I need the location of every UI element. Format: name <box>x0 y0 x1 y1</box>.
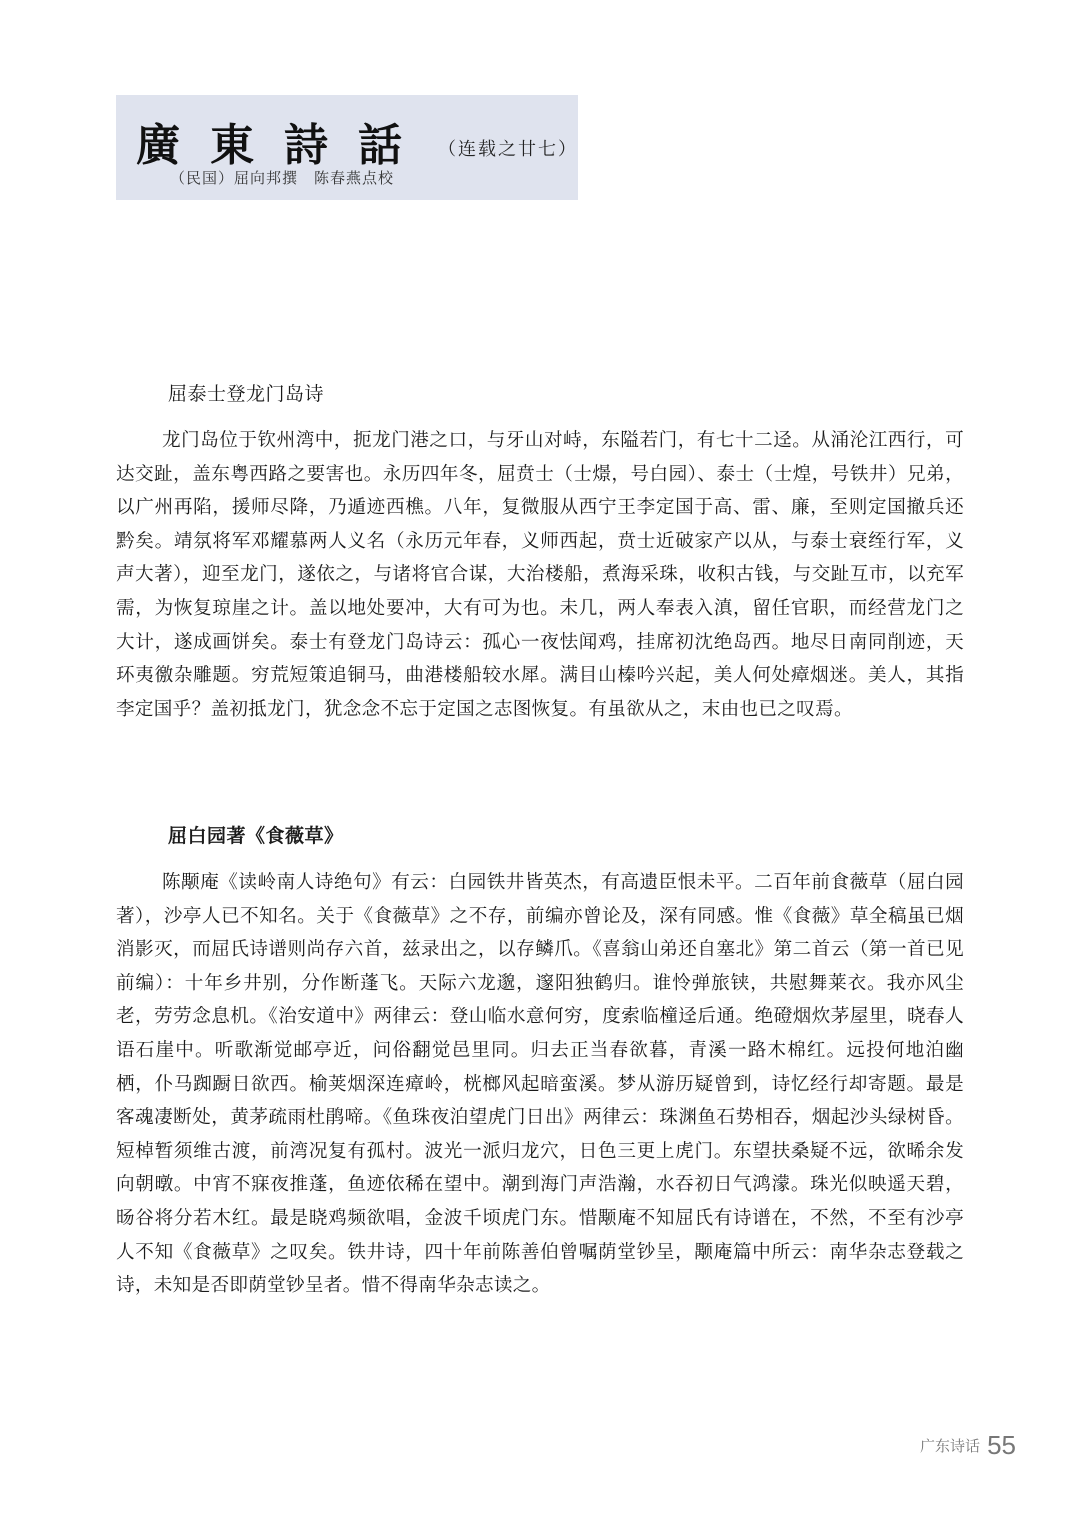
section-body: 陈颙庵《读岭南人诗绝句》有云：白园铁井皆英杰，有高遗臣恨未平。二百年前食薇草（屈白园著），沙亭人已不知名。关于《食薇草》之不存，前编亦曾论及，深有同感。惟《食薇》草全稿虽已烟消影灭，而屈氏诗谱则尚存六首，兹录出之，以存鳞爪。《喜翁山弟还自塞北》第二首云（第一首已见前编）：十年乡井别，分作断蓬飞。天际六龙邈，邃阳独鹤归。谁怜弹旅铗，共慰舞莱衣。我亦风尘老，劳劳念息机。《治安道中》两律云：登山临水意何穷，度索临橦迳后通。绝磴烟炊茅屋里，晓春人语石崖中。听歌渐觉邮亭近，问俗翻觉邑里同。归去正当春欲暮，青溪一路木棉红。远投何地泊幽栖，仆马踟蹰日欲西。榆荚烟深连瘴岭，桄榔风起暗蛮溪。梦从游历疑曾到，诗忆经行却寄题。最是客魂凄断处，黄茅疏雨杜鹃啼。《鱼珠夜泊望虎门日出》两律云：珠渊鱼石势相吞，烟起沙头绿树昏。短棹暂须维古渡，前湾况复有孤村。波光一派归龙穴，日色三更上虎门。东望扶桑疑不远，欲晞余发向朝暾。中宵不寐夜推蓬，鱼迹依稀在望中。潮到海门声浩瀚，水吞初日气鸿濛。珠光似映遥天碧，旸谷将分若木红。最是晓鸡频欲唱，金波千顷虎门东。惜颙庵不知屈氏有诗谱在，不然，不至有沙亭人不知《食薇草》之叹矣。铁井诗，四十年前陈善伯曾嘱荫堂钞呈，颙庵篇中所云：南华杂志登载之诗，未知是否即荫堂钞呈者。惜不得南华杂志读之。 <box>116 872 964 1297</box>
section-longmen-island-poem <box>116 381 964 726</box>
column-title: 廣東詩話 <box>136 120 432 171</box>
section-shiwei-cao <box>116 823 964 1303</box>
page-footer <box>920 1430 1016 1461</box>
page-number: 55 <box>987 1430 1016 1460</box>
serial-number: （连载之廿七） <box>438 139 578 160</box>
footer-label: 广东诗话 <box>919 1437 980 1455</box>
section-body: 龙门岛位于钦州湾中，扼龙门港之口，与牙山对峙，东隘若门，有七十二迳。从涌沦江西行，可达交趾，盖东粤西路之要害也。永历四年冬，屈贲士（士燝，号白园）、泰士（士煌，号铁井）兄弟，以广州再陷，援师尽降，乃遁迹西樵。八年，复微服从西宁王李定国于高、雷、廉，至则定国撤兵还黔矣。靖氛将军邓耀慕两人义名（永历元年春，义师西起，贲士近破家产以从，与泰士衰绖行军，义声大著），迎至龙门，遂依之，与诸将官合谋，大治楼船，煮海采珠，收积古钱，与交趾互市，以充军需，为恢复琼崖之计。盖以地处要冲，大有可为也。未几，两人奉表入滇，留任官职，而经营龙门之大计，遂成画饼矣。泰士有登龙门岛诗云：孤心一夜怯闻鸡，挂席初沈绝岛西。地尽日南同削迹，天环夷徼杂雕题。穷荒短策追铜马，曲港楼船较水犀。满目山榛吟兴起，美人何处瘴烟迷。美人，其指李定国乎？盖初抵龙门，犹念念不忘于定国之志图恢复。有虽欲从之，末由也已之叹焉。 <box>116 430 964 720</box>
section-title: 屈白园著《食薇草》 <box>168 825 344 847</box>
section-title: 屈泰士登龙门岛诗 <box>168 383 325 405</box>
author-line: （民国）屈向邦撰 陈春燕点校 <box>170 169 395 187</box>
header-banner <box>116 95 578 200</box>
